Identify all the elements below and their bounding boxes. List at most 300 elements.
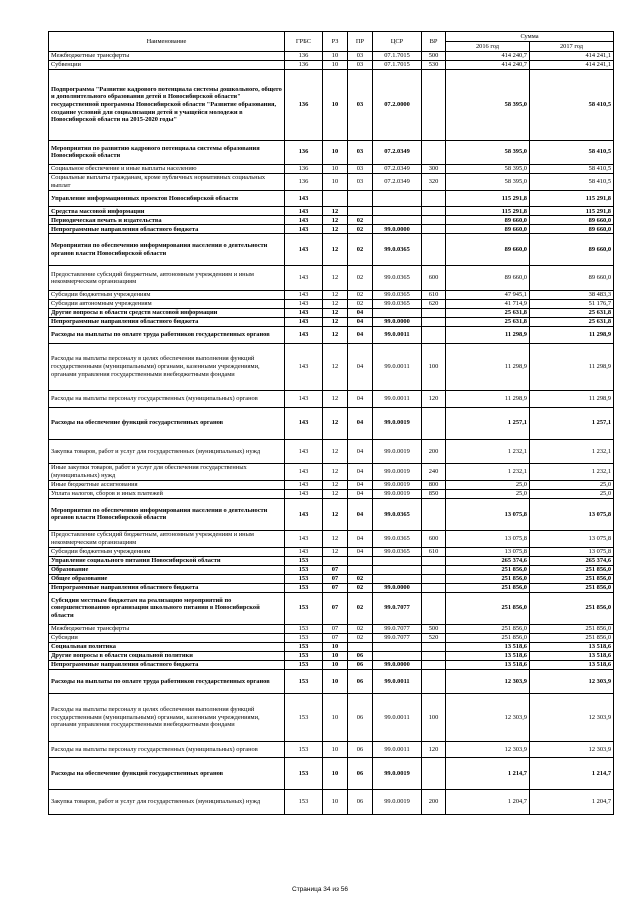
row-name: Субсидии местным бюджетам на реализацию мероприятий по совершенствованию организации школьного питания в Новосибирской области: [49, 592, 285, 624]
row-pr: 03: [348, 70, 373, 141]
row-name: Расходы на выплаты персоналу в целях обеспечения выполнения функций государственными (муниципальными) органами, казенными учреждениями, органами управления государственными внебюджетными фондами: [49, 343, 285, 391]
row-grbs: 143: [285, 308, 323, 317]
row-csr: 99.0.0365: [373, 547, 422, 556]
row-grbs: 153: [285, 642, 323, 651]
row-rz: 12: [323, 266, 348, 290]
row-pr: 03: [348, 140, 373, 164]
row-vr: 120: [422, 391, 446, 408]
row-rz: 10: [323, 790, 348, 814]
row-grbs: 143: [285, 266, 323, 290]
row-pr: 04: [348, 530, 373, 547]
table-row: [49, 565, 614, 574]
row-pr: [348, 556, 373, 565]
row-amount-2017: 11 298,9: [530, 343, 614, 391]
row-amount-2016: 13 518,6: [446, 660, 530, 669]
row-csr: 99.0.0000: [373, 225, 422, 234]
row-vr: [422, 574, 446, 583]
row-vr: [422, 225, 446, 234]
row-amount-2016: 251 856,0: [446, 633, 530, 642]
row-vr: [422, 70, 446, 141]
row-name: Образование: [49, 565, 285, 574]
row-amount-2016: 58 395,0: [446, 70, 530, 141]
row-name: Расходы на выплаты по оплате труда работников государственных органов: [49, 669, 285, 693]
row-vr: [422, 651, 446, 660]
row-name: Расходы на выплаты персоналу в целях обеспечения выполнения функций государственными (муниципальными) органами, казенными учреждениями, органами управления государственными внебюджетными фондами: [49, 694, 285, 742]
row-rz: [323, 556, 348, 565]
row-pr: 06: [348, 741, 373, 758]
row-pr: 02: [348, 592, 373, 624]
table-row: [49, 624, 614, 633]
row-amount-2016: 12 303,9: [446, 741, 530, 758]
row-pr: 06: [348, 660, 373, 669]
row-csr: 99.0.0011: [373, 326, 422, 343]
row-csr: [373, 216, 422, 225]
row-rz: 12: [323, 489, 348, 498]
row-csr: [373, 190, 422, 207]
row-pr: 02: [348, 290, 373, 299]
table-row: [49, 140, 614, 164]
row-rz: 12: [323, 391, 348, 408]
row-amount-2016: 11 298,9: [446, 343, 530, 391]
row-csr: 99.0.0011: [373, 391, 422, 408]
row-csr: 99.0.0011: [373, 669, 422, 693]
row-vr: [422, 140, 446, 164]
row-grbs: 153: [285, 565, 323, 574]
row-csr: 99.0.0365: [373, 290, 422, 299]
row-vr: 200: [422, 790, 446, 814]
header-rz: РЗ: [323, 32, 348, 52]
table-row: [49, 592, 614, 624]
row-rz: 07: [323, 624, 348, 633]
row-name: Социальная политика: [49, 642, 285, 651]
row-grbs: 153: [285, 651, 323, 660]
row-rz: 10: [323, 173, 348, 190]
row-vr: 120: [422, 741, 446, 758]
row-rz: 07: [323, 592, 348, 624]
row-amount-2017: 115 291,8: [530, 207, 614, 216]
row-csr: 99.0.0019: [373, 439, 422, 463]
row-rz: 10: [323, 651, 348, 660]
row-vr: [422, 669, 446, 693]
row-grbs: 143: [285, 343, 323, 391]
header-vr: ВР: [422, 32, 446, 52]
row-amount-2017: 1 232,1: [530, 439, 614, 463]
row-amount-2016: 12 303,9: [446, 694, 530, 742]
row-amount-2016: 1 257,1: [446, 407, 530, 439]
row-pr: 06: [348, 651, 373, 660]
row-grbs: 143: [285, 547, 323, 556]
table-row: [49, 583, 614, 592]
row-amount-2016: 251 856,0: [446, 592, 530, 624]
row-grbs: 153: [285, 790, 323, 814]
row-grbs: 143: [285, 326, 323, 343]
row-amount-2016: 251 856,0: [446, 583, 530, 592]
row-name: Мероприятия по обеспечению информирования населения о деятельности органов власти Новосибирской области: [49, 498, 285, 530]
row-csr: 99.0.0365: [373, 498, 422, 530]
row-grbs: 136: [285, 61, 323, 70]
row-rz: 07: [323, 574, 348, 583]
row-rz: 12: [323, 317, 348, 326]
row-rz: 10: [323, 660, 348, 669]
row-rz: 12: [323, 407, 348, 439]
row-amount-2017: 251 856,0: [530, 583, 614, 592]
row-amount-2017: 51 176,7: [530, 299, 614, 308]
row-grbs: 143: [285, 207, 323, 216]
row-name: Непрограммные направления областного бюджета: [49, 583, 285, 592]
row-grbs: 143: [285, 498, 323, 530]
row-pr: 03: [348, 52, 373, 61]
row-rz: 12: [323, 498, 348, 530]
row-name: Уплата налогов, сборов и иных платежей: [49, 489, 285, 498]
row-grbs: 143: [285, 299, 323, 308]
table-row: [49, 660, 614, 669]
row-amount-2017: 12 303,9: [530, 741, 614, 758]
table-row: [49, 290, 614, 299]
row-csr: 99.0.0011: [373, 343, 422, 391]
row-amount-2016: 11 298,9: [446, 326, 530, 343]
row-grbs: 153: [285, 592, 323, 624]
row-pr: 02: [348, 624, 373, 633]
row-vr: 320: [422, 173, 446, 190]
row-vr: [422, 642, 446, 651]
row-csr: 99.0.0019: [373, 407, 422, 439]
row-csr: 99.0.7077: [373, 592, 422, 624]
row-vr: 300: [422, 164, 446, 173]
row-amount-2017: 13 518,6: [530, 642, 614, 651]
row-amount-2016: 251 856,0: [446, 565, 530, 574]
row-csr: 99.0.0000: [373, 660, 422, 669]
row-csr: [373, 556, 422, 565]
row-amount-2016: 41 714,9: [446, 299, 530, 308]
row-name: Субсидии автономным учреждениям: [49, 299, 285, 308]
row-amount-2016: 13 075,8: [446, 547, 530, 556]
row-amount-2016: 414 240,7: [446, 61, 530, 70]
table-row: [49, 758, 614, 790]
row-csr: 07.2.0349: [373, 173, 422, 190]
row-rz: [323, 190, 348, 207]
row-name: Расходы на обеспечение функций государственных органов: [49, 407, 285, 439]
row-csr: 99.0.0011: [373, 694, 422, 742]
row-name: Общее образование: [49, 574, 285, 583]
row-name: Социальное обеспечение и иные выплаты населению: [49, 164, 285, 173]
row-grbs: 143: [285, 439, 323, 463]
row-amount-2017: 115 291,8: [530, 190, 614, 207]
table-body: [49, 52, 614, 815]
table-row: [49, 343, 614, 391]
row-csr: 07.1.7015: [373, 61, 422, 70]
row-amount-2017: 1 232,1: [530, 464, 614, 481]
row-pr: 06: [348, 669, 373, 693]
table-row: [49, 790, 614, 814]
row-csr: [373, 574, 422, 583]
row-name: Расходы на выплаты персоналу государственных (муниципальных) органов: [49, 391, 285, 408]
table-row: [49, 52, 614, 61]
row-rz: 10: [323, 758, 348, 790]
row-amount-2016: 58 395,0: [446, 140, 530, 164]
row-amount-2017: 414 241,1: [530, 61, 614, 70]
row-pr: 04: [348, 464, 373, 481]
row-amount-2016: 89 660,0: [446, 234, 530, 266]
row-vr: [422, 758, 446, 790]
row-pr: 06: [348, 694, 373, 742]
row-pr: 03: [348, 164, 373, 173]
row-amount-2017: 12 303,9: [530, 669, 614, 693]
row-amount-2017: 13 518,6: [530, 660, 614, 669]
row-grbs: 143: [285, 190, 323, 207]
row-csr: [373, 651, 422, 660]
row-grbs: 143: [285, 317, 323, 326]
table-row: [49, 574, 614, 583]
row-vr: [422, 326, 446, 343]
header-name: Наименование: [49, 32, 285, 52]
row-vr: 530: [422, 61, 446, 70]
row-rz: 12: [323, 234, 348, 266]
table-row: [49, 317, 614, 326]
row-amount-2016: 115 291,8: [446, 207, 530, 216]
row-csr: 99.0.7077: [373, 633, 422, 642]
row-amount-2016: 89 660,0: [446, 216, 530, 225]
row-amount-2016: 115 291,8: [446, 190, 530, 207]
header-pr: ПР: [348, 32, 373, 52]
row-amount-2016: 251 856,0: [446, 624, 530, 633]
row-pr: 02: [348, 225, 373, 234]
row-name: Субсидии бюджетным учреждениям: [49, 547, 285, 556]
row-vr: 620: [422, 299, 446, 308]
row-amount-2016: 58 395,0: [446, 173, 530, 190]
row-rz: 10: [323, 741, 348, 758]
row-grbs: 143: [285, 391, 323, 408]
row-csr: 99.0.0019: [373, 464, 422, 481]
row-rz: 12: [323, 343, 348, 391]
row-amount-2016: 1 214,7: [446, 758, 530, 790]
row-name: Подпрограмма "Развитие кадрового потенциала системы дошкольного, общего и дополнительного образования детей в Новосибирской области" государственной программы Новосибирской области "Развитие образования, создание условий для социализации детей и учащейся молодежи в Новосибирской области на 2015-2020 годы": [49, 70, 285, 141]
header-year-2017: 2017 год: [530, 42, 614, 52]
row-rz: 10: [323, 61, 348, 70]
row-amount-2017: 1 257,1: [530, 407, 614, 439]
row-name: Непрограммные направления областного бюджета: [49, 317, 285, 326]
row-vr: [422, 592, 446, 624]
row-name: Предоставление субсидий бюджетным, автономным учреждениям и иным некоммерческим организациям: [49, 266, 285, 290]
row-rz: 12: [323, 225, 348, 234]
row-vr: 200: [422, 439, 446, 463]
row-pr: 04: [348, 407, 373, 439]
table-row: [49, 173, 614, 190]
table-row: [49, 164, 614, 173]
row-name: Субсидии: [49, 633, 285, 642]
row-grbs: 136: [285, 164, 323, 173]
row-name: Закупка товаров, работ и услуг для государственных (муниципальных) нужд: [49, 790, 285, 814]
row-name: Управление информационных проектов Новосибирской области: [49, 190, 285, 207]
row-pr: 02: [348, 216, 373, 225]
table-row: [49, 308, 614, 317]
row-amount-2017: 414 241,1: [530, 52, 614, 61]
row-pr: 06: [348, 790, 373, 814]
row-amount-2017: 25 631,8: [530, 308, 614, 317]
table-row: [49, 498, 614, 530]
row-vr: 600: [422, 266, 446, 290]
table-row: [49, 190, 614, 207]
table-row: [49, 741, 614, 758]
row-grbs: 143: [285, 464, 323, 481]
row-amount-2016: 25 631,8: [446, 308, 530, 317]
row-pr: 02: [348, 234, 373, 266]
row-vr: [422, 407, 446, 439]
row-rz: 10: [323, 52, 348, 61]
row-amount-2017: 89 660,0: [530, 234, 614, 266]
row-vr: [422, 308, 446, 317]
row-grbs: 153: [285, 583, 323, 592]
row-name: Иные закупки товаров, работ и услуг для обеспечения государственных (муниципальных) нужд: [49, 464, 285, 481]
row-csr: 99.0.0000: [373, 317, 422, 326]
table-row: [49, 669, 614, 693]
row-amount-2016: 414 240,7: [446, 52, 530, 61]
row-name: Расходы на выплаты персоналу государственных (муниципальных) органов: [49, 741, 285, 758]
row-grbs: 136: [285, 140, 323, 164]
row-amount-2016: 47 945,1: [446, 290, 530, 299]
row-csr: 99.0.0019: [373, 489, 422, 498]
row-vr: [422, 583, 446, 592]
row-rz: 10: [323, 70, 348, 141]
row-pr: [348, 642, 373, 651]
row-amount-2017: 58 410,5: [530, 173, 614, 190]
row-pr: 02: [348, 583, 373, 592]
header-year-2016: 2016 год: [446, 42, 530, 52]
row-grbs: 136: [285, 52, 323, 61]
row-amount-2016: 13 075,8: [446, 498, 530, 530]
row-name: Другие вопросы в области социальной политики: [49, 651, 285, 660]
row-name: Мероприятия по обеспечению информирования населения о деятельности органов власти Новосибирской области: [49, 234, 285, 266]
table-row: [49, 326, 614, 343]
row-amount-2016: 13 518,6: [446, 642, 530, 651]
row-csr: [373, 207, 422, 216]
row-amount-2017: 1 214,7: [530, 758, 614, 790]
row-csr: 99.0.0365: [373, 299, 422, 308]
row-csr: 99.0.0365: [373, 266, 422, 290]
row-amount-2017: 25,0: [530, 480, 614, 489]
header-grbs: ГРБС: [285, 32, 323, 52]
row-name: Закупка товаров, работ и услуг для государственных (муниципальных) нужд: [49, 439, 285, 463]
row-name: Непрограммные направления областного бюджета: [49, 660, 285, 669]
row-amount-2017: 58 410,5: [530, 140, 614, 164]
table-row: [49, 439, 614, 463]
row-pr: 02: [348, 266, 373, 290]
row-amount-2016: 1 204,7: [446, 790, 530, 814]
row-amount-2017: 25 631,8: [530, 317, 614, 326]
row-csr: 07.2.0349: [373, 164, 422, 173]
row-vr: 500: [422, 52, 446, 61]
row-amount-2017: 13 518,6: [530, 651, 614, 660]
budget-table: [48, 31, 614, 815]
row-name: Межбюджетные трансферты: [49, 52, 285, 61]
row-csr: 99.0.0019: [373, 790, 422, 814]
table-row: [49, 225, 614, 234]
row-csr: 99.0.0000: [373, 583, 422, 592]
row-amount-2017: 58 410,5: [530, 70, 614, 141]
row-grbs: 136: [285, 70, 323, 141]
header-sum: Сумма: [446, 32, 614, 42]
table-row: [49, 694, 614, 742]
row-grbs: 153: [285, 556, 323, 565]
row-amount-2017: 251 856,0: [530, 624, 614, 633]
page-number: Страница 34 из 56: [292, 886, 348, 893]
table-row: [49, 480, 614, 489]
row-rz: 07: [323, 565, 348, 574]
row-amount-2017: 251 856,0: [530, 592, 614, 624]
table-row: [49, 407, 614, 439]
row-vr: 240: [422, 464, 446, 481]
row-csr: 99.0.0019: [373, 758, 422, 790]
row-pr: 04: [348, 547, 373, 556]
row-csr: 07.1.7015: [373, 52, 422, 61]
row-amount-2017: 13 075,8: [530, 498, 614, 530]
row-pr: 04: [348, 498, 373, 530]
row-amount-2016: 13 075,8: [446, 530, 530, 547]
table-row: [49, 299, 614, 308]
row-rz: 12: [323, 326, 348, 343]
table-row: [49, 547, 614, 556]
row-amount-2016: 89 660,0: [446, 266, 530, 290]
row-rz: 12: [323, 439, 348, 463]
row-name: Периодическая печать и издательства: [49, 216, 285, 225]
row-vr: 600: [422, 530, 446, 547]
row-name: Расходы на выплаты по оплате труда работников государственных органов: [49, 326, 285, 343]
row-vr: 100: [422, 343, 446, 391]
row-rz: 07: [323, 633, 348, 642]
row-amount-2016: 25,0: [446, 480, 530, 489]
row-grbs: 153: [285, 660, 323, 669]
row-amount-2017: 251 856,0: [530, 633, 614, 642]
row-rz: 12: [323, 308, 348, 317]
row-vr: 610: [422, 290, 446, 299]
row-name: Социальные выплаты гражданам, кроме публичных нормативных социальных выплат: [49, 173, 285, 190]
row-csr: 99.0.0365: [373, 234, 422, 266]
row-vr: 520: [422, 633, 446, 642]
row-pr: 04: [348, 326, 373, 343]
row-amount-2017: 11 298,9: [530, 391, 614, 408]
row-pr: 02: [348, 574, 373, 583]
row-csr: 99.0.0365: [373, 530, 422, 547]
table-row: [49, 61, 614, 70]
row-grbs: 143: [285, 290, 323, 299]
row-grbs: 153: [285, 758, 323, 790]
row-vr: [422, 216, 446, 225]
row-vr: 100: [422, 694, 446, 742]
row-vr: [422, 565, 446, 574]
row-amount-2017: 12 303,9: [530, 694, 614, 742]
row-csr: [373, 642, 422, 651]
row-rz: 12: [323, 207, 348, 216]
row-amount-2017: 251 856,0: [530, 565, 614, 574]
row-name: Межбюджетные трансферты: [49, 624, 285, 633]
row-amount-2017: 13 075,8: [530, 547, 614, 556]
row-pr: 04: [348, 343, 373, 391]
row-grbs: 153: [285, 624, 323, 633]
table-row: [49, 651, 614, 660]
row-amount-2017: 58 410,5: [530, 164, 614, 173]
header-csr: ЦСР: [373, 32, 422, 52]
row-amount-2016: 25 631,8: [446, 317, 530, 326]
row-pr: [348, 207, 373, 216]
row-pr: 04: [348, 480, 373, 489]
row-vr: 500: [422, 624, 446, 633]
row-rz: 10: [323, 140, 348, 164]
row-rz: 12: [323, 547, 348, 556]
row-csr: 99.0.0011: [373, 741, 422, 758]
row-csr: 07.2.0349: [373, 140, 422, 164]
table-row: [49, 633, 614, 642]
row-amount-2017: 13 075,8: [530, 530, 614, 547]
row-grbs: 143: [285, 234, 323, 266]
